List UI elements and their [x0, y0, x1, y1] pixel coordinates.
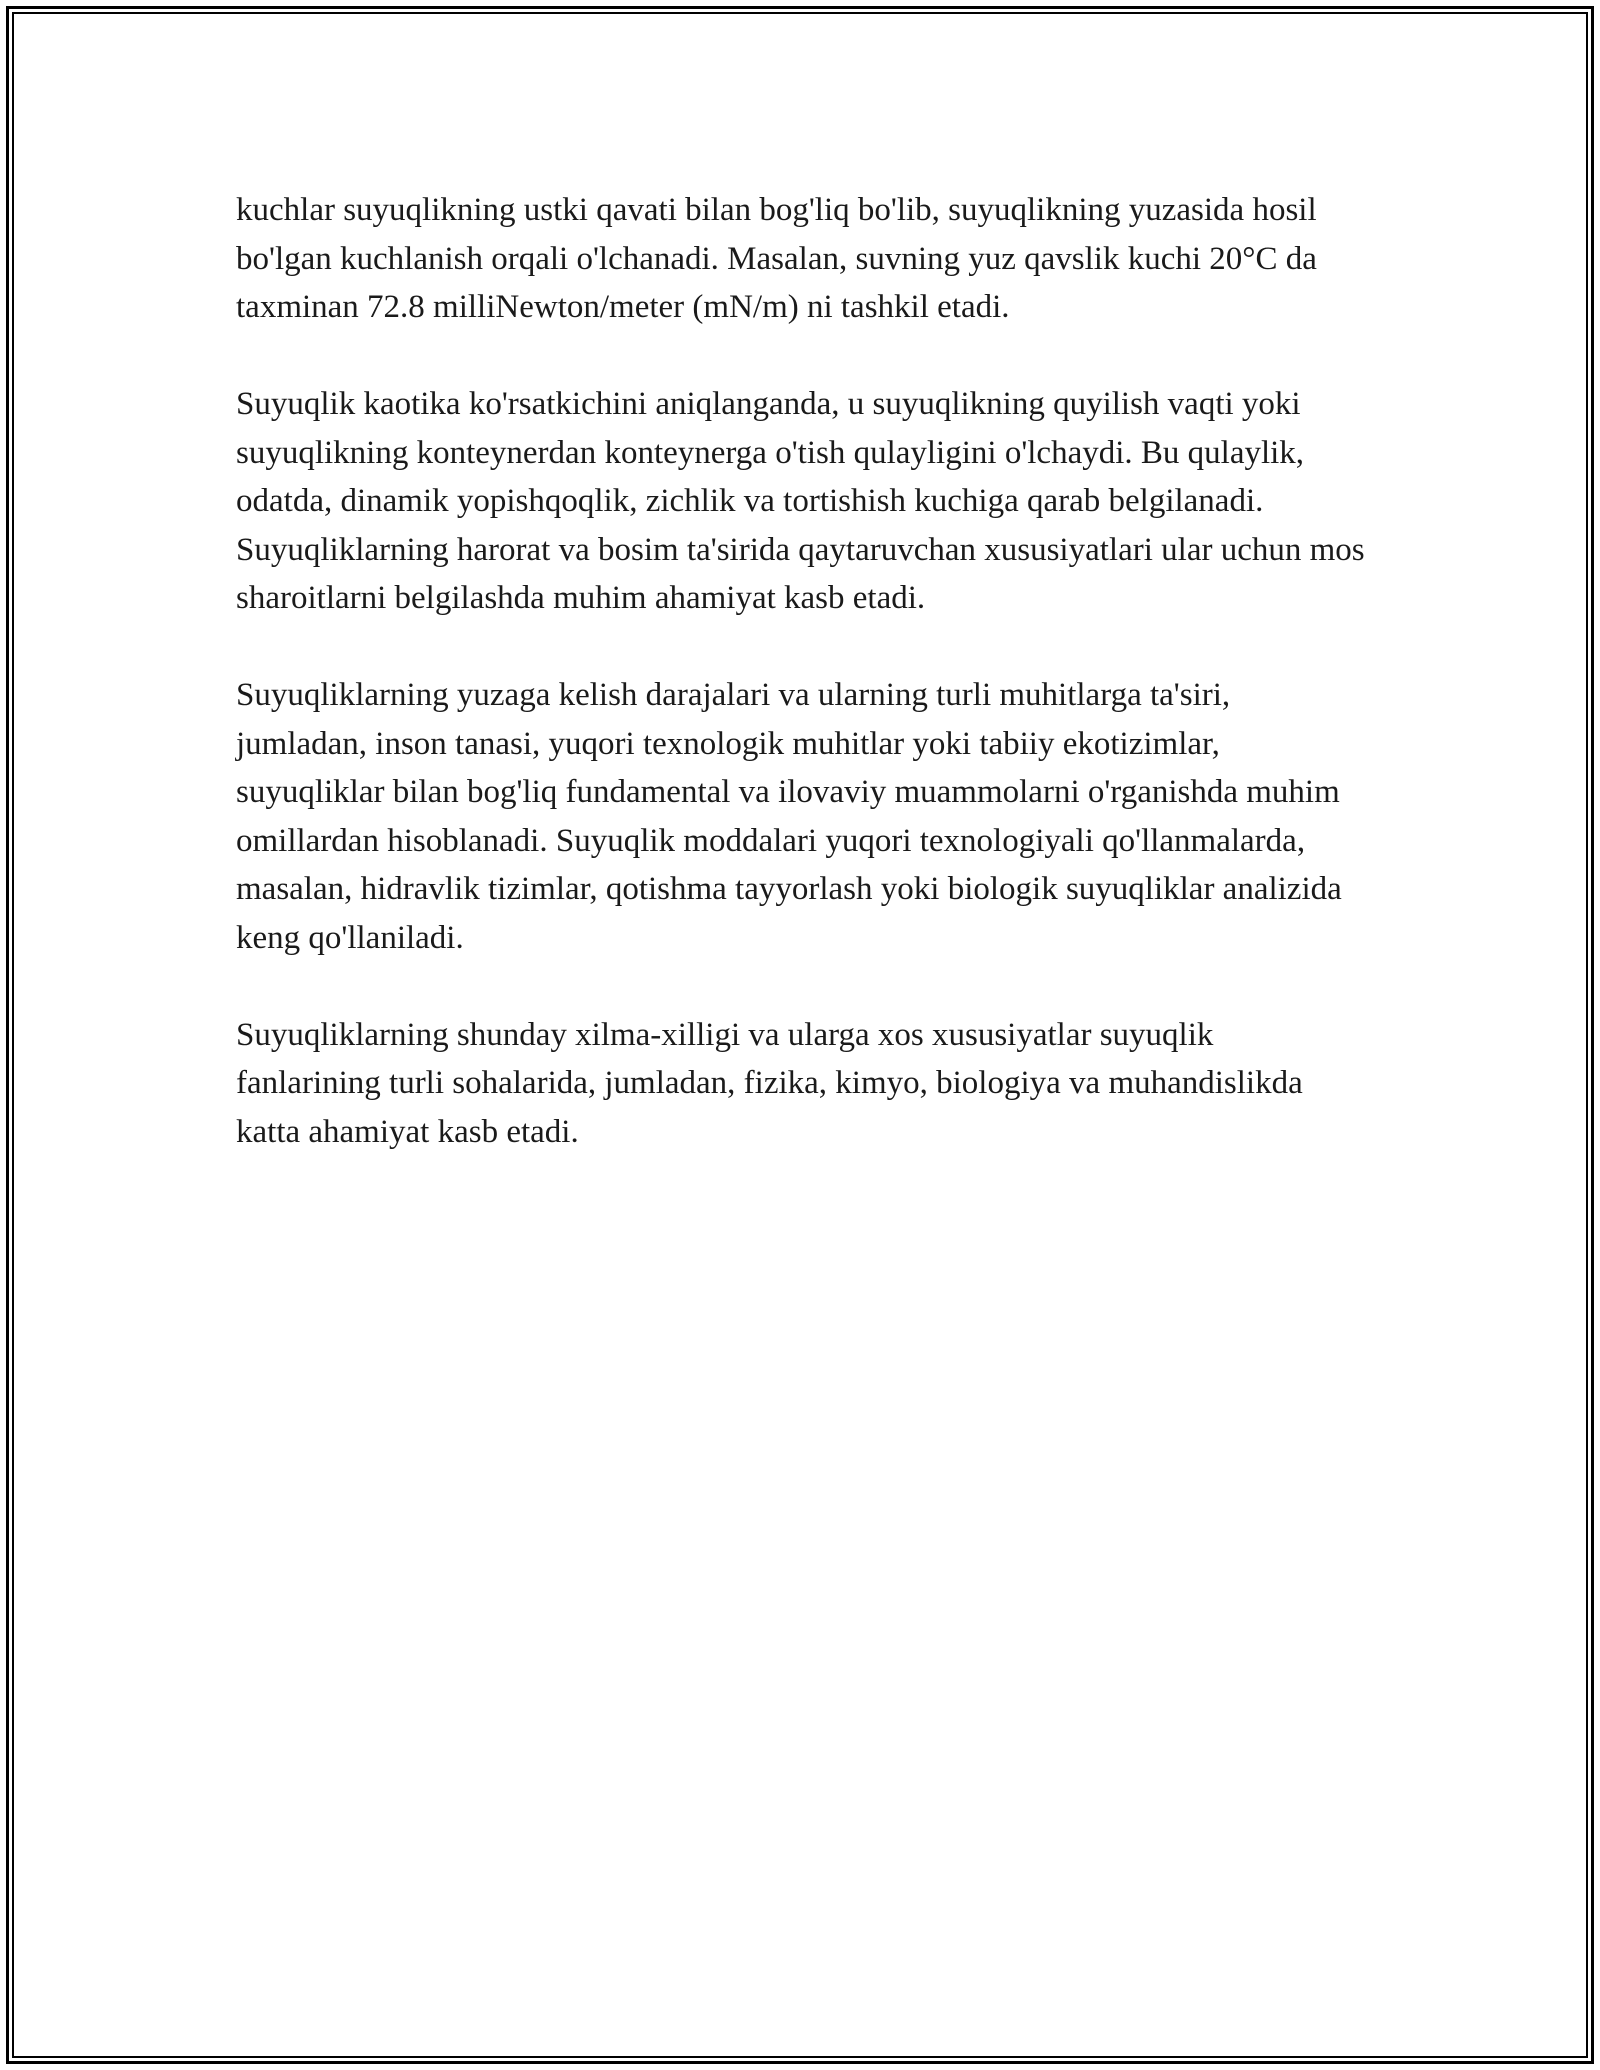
paragraph-applications: Suyuqliklarning yuzaga kelish darajalari va ularning turli muhitlarga ta'siri, jumladan, inson tanasi, yuqori texnologik muhitlar yoki tabiiy ekotizimlar, suyuqliklar bilan bog'liq fundamental va ilovaviy muammolarni o'rganishda muhim omillardan hisoblanadi. Suyuqlik moddalari yuqori texnologiyali qo'llanmalarda, masalan, hidravlik tizimlar, qotishma tayyorlash yoki biologik suyuqliklar analizida keng qo'llaniladi. [236, 677, 1342, 956]
paragraph-conclusion: Suyuqliklarning shunday xilma-xilligi va ularga xos xususiyatlar suyuqlik fanlarining turli sohalarida, jumladan, fizika, kimyo, biologiya va muhandislikda katta ahamiyat kasb etadi. [236, 1016, 1303, 1150]
paragraph-surface-tension: kuchlar suyuqlikning ustki qavati bilan bog'liq bo'lib, suyuqlikning yuzasida hosil bo'lgan kuchlanish orqali o'lchanadi. Masalan, suvning yuz qavslik kuchi 20°C da taxminan 72.8 milliNewton/meter (mN/m) ni tashkil etadi. [236, 192, 1317, 325]
paragraph-fluidity: Suyuqlik kaotika ko'rsatkichini aniqlanganda, u suyuqlikning quyilish vaqti yoki suyuqlikning konteynerdan konteynerga o'tish qulayligini o'lchaydi. Bu qulaylik, odatda, dinamik yopishqoqlik, zichlik va tortishish kuchiga qarab belgilanadi. Suyuqliklarning harorat va bosim ta'sirida qaytaruvchan xususiyatlari ular uchun mos sharoitlarni belgilashda muhim ahamiyat kasb etadi. [236, 386, 1365, 616]
document-body [236, 186, 1366, 1205]
